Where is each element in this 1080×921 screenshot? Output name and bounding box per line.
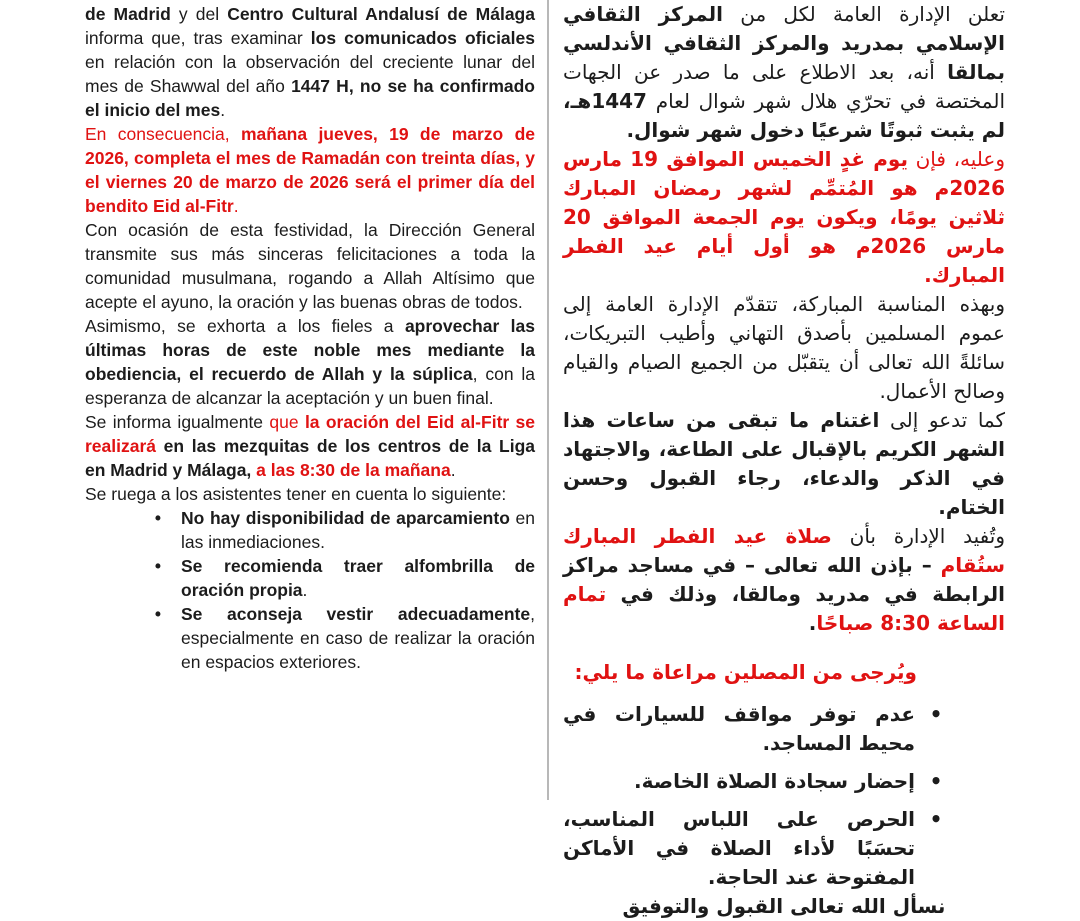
arabic-column xyxy=(563,0,1005,921)
ar-paragraph-exhortation: كما تدعو إلى اغتنام ما تبقى من ساعات هذا الشهر الكريم بالإقبال على الطاعة، والاجتهاد في الذكر والدعاء، رجاء القبول وحسن الختام. xyxy=(563,408,1005,519)
ar-paragraph-prayer-info: وتُفيد الإدارة بأن صلاة عيد الفطر المبارك ستُقام – بإذن الله تعالى – في مساجد مراكز الرابطة في مدريد ومالقا، وذلك في تمام الساعة 8:30 صباحًا. xyxy=(563,524,1006,635)
bullet-icon: • xyxy=(154,508,162,528)
bullet-icon: • xyxy=(929,702,943,726)
column-divider xyxy=(547,0,549,800)
ar-paragraph-congratulations: وبهذه المناسبة المباركة، تتقدّم الإدارة العامة إلى عموم المسلمين بأصدق التهاني وأطيب التبريكات، سائلةً الله تعالى أن يتقبّل من الجميع الصيام والقيام وصالح الأعمال. xyxy=(563,292,1005,403)
es-bullet-text: Se aconseja vestir adecuadamente, especialmente en caso de realizar la oración en espacios exteriores. xyxy=(181,604,535,672)
spanish-column xyxy=(85,2,535,674)
es-paragraph-exhortation: Asimismo, se exhorta a los fieles a aprovechar las últimas horas de este noble mes mediante la obediencia, el recuerdo de Allah y la súplica, con la esperanza de alcanzar la aceptación y un buen final. xyxy=(85,316,536,408)
es-paragraph-announcement: de Madrid y del Centro Cultural Andalusí de Málaga informa que, tras examinar los comunicados oficiales en relación con la observación del creciente lunar del mes de Shawwal del año 1447 H, no se ha confirmado el inicio del mes. xyxy=(85,4,535,120)
es-bullet-list xyxy=(85,506,535,674)
ar-bullet-text: الحرص على اللباس المناسب، تحسَبًا لأداء الصلاة في الأماكن المفتوحة عند الحاجة. xyxy=(563,807,915,889)
bullet-icon: • xyxy=(929,807,943,831)
es-bullet-prayer-mat xyxy=(85,554,535,602)
es-bullet-parking xyxy=(85,506,535,554)
ar-bullet-text: إحضار سجادة الصلاة الخاصة. xyxy=(634,769,915,793)
bullet-icon: • xyxy=(154,556,162,576)
es-bullet-clothing xyxy=(85,602,535,674)
ar-bullet-list xyxy=(563,700,1005,892)
es-paragraph-attendees-note: Se ruega a los asistentes tener en cuenta lo siguiente: xyxy=(85,484,507,504)
es-paragraph-prayer-info: Se informa igualmente que la oración del Eid al-Fitr se realizará en las mezquitas de los centros de la Liga en Madrid y Málaga, a las 8:30 de la mañana. xyxy=(85,412,536,480)
es-paragraph-dates: En consecuencia, mañana jueves, 19 de marzo de 2026, completa el mes de Ramadán con treinta días, y el viernes 20 de marzo de 2026 será el primer día del bendito Eid al-Fitr. xyxy=(85,124,535,216)
bullet-icon: • xyxy=(929,769,943,793)
ar-bullet-clothing xyxy=(563,805,1005,892)
ar-bullet-text: عدم توفر مواقف للسيارات في محيط المساجد. xyxy=(563,702,915,755)
es-bullet-text: Se recomienda traer alfombrilla de oración propia. xyxy=(181,556,535,600)
ar-bullet-prayer-mat xyxy=(563,767,1005,796)
ar-bullet-parking xyxy=(563,700,1005,758)
ar-worshippers-note-heading: ويُرجى من المصلين مراعاة ما يلي: xyxy=(574,660,917,684)
es-bullet-text: No hay disponibilidad de aparcamiento en las inmediaciones. xyxy=(181,508,536,552)
ar-closing-supplication: نسأل الله تعالى القبول والتوفيق xyxy=(622,894,946,918)
ar-paragraph-dates: وعليه، فإن يوم غدٍ الخميس الموافق 19 مارس 2026م هو المُتمِّم لشهر رمضان المبارك ثلاثين يومًا، ويكون يوم الجمعة الموافق 20 مارس 2026م هو أول أيام عيد الفطر المبارك. xyxy=(563,147,1006,287)
ar-paragraph-announcement: تعلن الإدارة العامة لكل من المركز الثقافي الإسلامي بمدريد والمركز الثقافي الأندلسي بمالقا أنه، بعد الاطلاع على ما صدر عن الجهات المختصة في تحرّي هلال شهر شوال لعام 1447هـ، لم يثبت ثبوتًا شرعيًا دخول شهر شوال. xyxy=(563,2,1005,142)
es-paragraph-congratulations: Con ocasión de esta festividad, la Dirección General transmite sus más sinceras felicitaciones a toda la comunidad musulmana, rogando a Allah Altísimo que acepte el ayuno, la oración y las buenas obras de todos. xyxy=(85,220,535,312)
bullet-icon: • xyxy=(154,604,162,624)
